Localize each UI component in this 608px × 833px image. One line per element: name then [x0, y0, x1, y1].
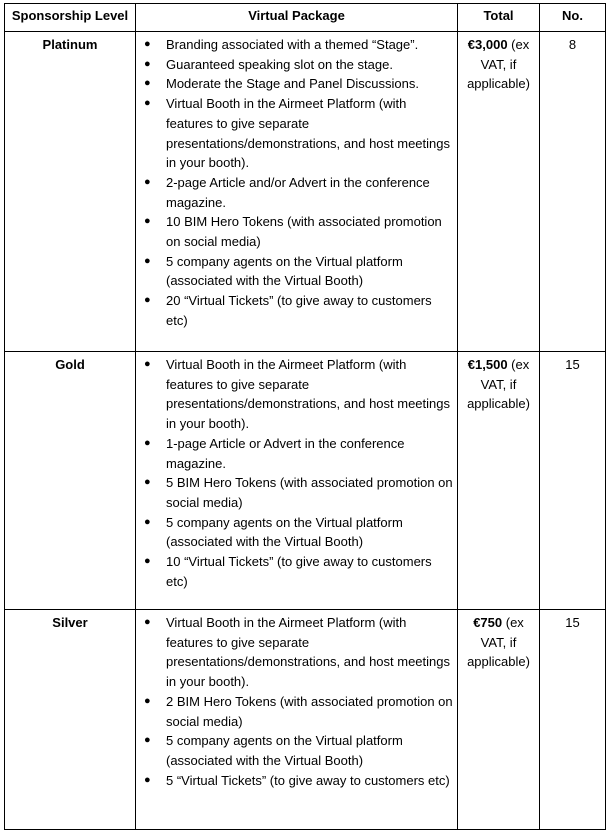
package-list	[136, 35, 453, 331]
header-number: No.	[540, 4, 606, 32]
package-cell	[136, 32, 458, 352]
header-sponsorship-level: Sponsorship Level	[5, 4, 136, 32]
bullet-icon: ●	[144, 694, 151, 707]
table-header-row	[5, 4, 606, 32]
price-value: €750	[473, 615, 503, 630]
list-item: ● 10 BIM Hero Tokens (with associated promotion on social media)	[144, 214, 442, 250]
bullet-icon: ●	[144, 77, 151, 90]
list-item: ● Moderate the Stage and Panel Discussions.	[136, 74, 453, 94]
level-cell: Silver	[5, 610, 136, 830]
price-note: (ex VAT, if applicable)	[467, 357, 530, 411]
list-item: ● 2 BIM Hero Tokens (with associated promotion on social media)	[144, 693, 453, 729]
price-value: €3,000	[467, 37, 508, 52]
bullet-icon: ●	[144, 294, 151, 307]
list-item: ● 1-page Article or Advert in the conference magazine.	[144, 435, 405, 471]
list-item: ● Virtual Booth in the Airmeet Platform (with features to give separate presentations/demonstrations, and host meetings in your booth).	[144, 96, 451, 171]
list-item: ● 5 company agents on the Virtual platform (associated with the Virtual Booth)	[144, 733, 403, 768]
sponsorship-table	[4, 3, 606, 830]
package-cell	[136, 610, 458, 830]
list-item: ● 10 “Virtual Tickets” (to give away to customers etc)	[144, 554, 432, 589]
bullet-icon: ●	[144, 38, 151, 50]
bullet-icon: ●	[144, 358, 151, 370]
total-cell	[458, 352, 540, 610]
list-item: ● Virtual Booth in the Airmeet Platform (with features to give separate presentations/demonstrations, and host meetings in your booth).	[144, 615, 451, 690]
list-item: ● 5 “Virtual Tickets” (to give away to customers etc)	[136, 771, 453, 791]
table-row-silver	[5, 610, 606, 830]
header-total: Total	[458, 4, 540, 32]
list-item: ● 5 BIM Hero Tokens (with associated promotion on social media)	[144, 475, 453, 510]
bullet-icon: ●	[144, 734, 151, 747]
list-item: ● 5 company agents on the Virtual platform (associated with the Virtual Booth)	[144, 514, 403, 550]
total-cell	[458, 610, 540, 830]
price-note: (ex VAT, if applicable)	[467, 615, 530, 669]
list-item: ● Virtual Booth in the Airmeet Platform (with features to give separate presentations/demonstrations, and host meetings in your booth).	[144, 357, 451, 432]
level-cell: Gold	[5, 352, 136, 610]
number-cell: 8	[540, 32, 606, 352]
list-item: ● 2-page Article and/or Advert in the conference magazine.	[144, 174, 430, 210]
level-cell: Platinum	[5, 32, 136, 352]
sponsorship-document	[4, 3, 606, 830]
list-item: ● Branding associated with a themed “Stage”.	[136, 35, 453, 55]
bullet-icon: ●	[144, 57, 151, 70]
bullet-icon: ●	[144, 555, 151, 568]
bullet-icon: ●	[144, 254, 151, 267]
bullet-icon: ●	[144, 515, 151, 528]
bullet-icon: ●	[144, 616, 151, 628]
bullet-icon: ●	[144, 215, 151, 228]
bullet-icon: ●	[144, 175, 151, 188]
number-cell: 15	[540, 352, 606, 610]
list-item: ● Guaranteed speaking slot on the stage.	[136, 55, 453, 75]
header-virtual-package: Virtual Package	[136, 4, 458, 32]
price-value: €1,500	[467, 357, 508, 372]
package-list	[136, 355, 453, 591]
total-cell	[458, 32, 540, 352]
bullet-icon: ●	[144, 97, 151, 110]
list-item: ● 5 company agents on the Virtual platform (associated with the Virtual Booth)	[144, 253, 403, 289]
bullet-icon: ●	[144, 476, 151, 489]
package-cell	[136, 352, 458, 610]
package-list	[136, 613, 453, 790]
bullet-icon: ●	[144, 436, 151, 449]
number-cell: 15	[540, 610, 606, 830]
price-note: (ex VAT, if applicable)	[467, 37, 530, 91]
list-item: ● 20 “Virtual Tickets” (to give away to customers etc)	[144, 293, 432, 328]
bullet-icon: ●	[144, 773, 151, 786]
table-row-platinum	[5, 32, 606, 352]
table-row-gold	[5, 352, 606, 610]
